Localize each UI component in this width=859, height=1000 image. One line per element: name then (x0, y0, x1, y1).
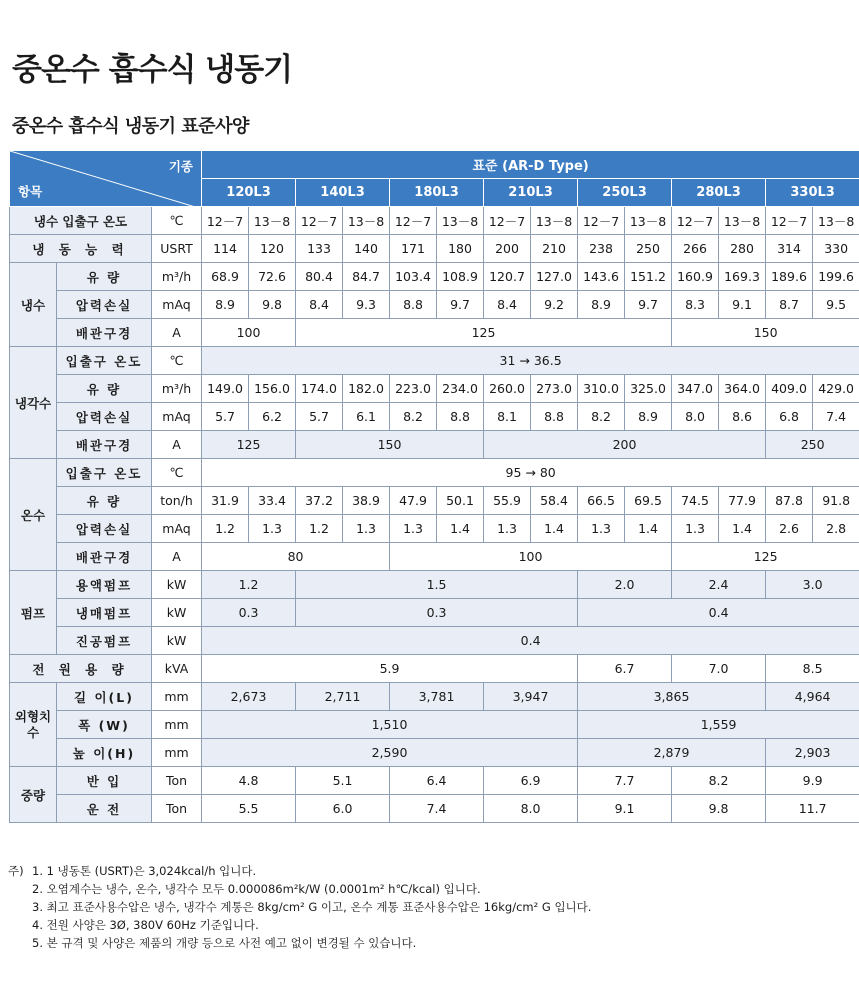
value-cell: 68.9 (202, 263, 249, 291)
value-cell: 6.2 (249, 403, 296, 431)
value-cell: 80 (202, 543, 390, 571)
value-cell: 8.9 (625, 403, 672, 431)
value-cell: 143.6 (578, 263, 625, 291)
value-cell: 140 (343, 235, 390, 263)
value-cell: 1.4 (719, 515, 766, 543)
footnote-prefix: 주) (8, 864, 24, 878)
row-label: 유 량 (57, 487, 152, 515)
unit-cell: mm (152, 739, 202, 767)
value-cell: 13－8 (437, 207, 484, 235)
footnotes (8, 862, 591, 952)
unit-cell: m³/h (152, 263, 202, 291)
value-cell: 2.4 (672, 571, 766, 599)
row-label: 냉 동 능 력 (10, 235, 152, 263)
footnote-text: 3. 최고 표준사용수압은 냉수, 냉각수 계통은 8kg/cm² G 이고, 온수 계통 표준사용수압은 16kg/cm² G 입니다. (32, 900, 592, 914)
unit-cell: A (152, 319, 202, 347)
value-cell: 8.4 (296, 291, 343, 319)
unit-cell: kW (152, 627, 202, 655)
value-cell: 156.0 (249, 375, 296, 403)
value-cell: 13－8 (813, 207, 859, 235)
unit-cell: Ton (152, 767, 202, 795)
value-cell: 8.2 (672, 767, 766, 795)
value-cell: 238 (578, 235, 625, 263)
value-cell: 8.2 (390, 403, 437, 431)
value-cell: 7.4 (390, 795, 484, 823)
value-cell: 12－7 (296, 207, 343, 235)
value-cell: 8.8 (390, 291, 437, 319)
value-cell: 8.4 (484, 291, 531, 319)
row-label: 압력손실 (57, 291, 152, 319)
spec-table (9, 150, 859, 823)
value-cell: 5.7 (202, 403, 249, 431)
value-cell: 13－8 (531, 207, 578, 235)
value-cell: 1.5 (296, 571, 578, 599)
unit-cell: kW (152, 599, 202, 627)
value-cell: 84.7 (343, 263, 390, 291)
value-cell: 4,964 (766, 683, 859, 711)
row-label: 입출구 온도 (57, 459, 152, 487)
value-cell: 1.3 (672, 515, 719, 543)
value-cell: 199.6 (813, 263, 859, 291)
page-subtitle: 중온수 흡수식 냉동기 표준사양 (12, 116, 249, 137)
value-cell: 125 (672, 543, 859, 571)
value-cell: 74.5 (672, 487, 719, 515)
row-label: 냉수 입출구 온도 (10, 207, 152, 235)
value-cell: 0.3 (202, 599, 296, 627)
value-cell: 37.2 (296, 487, 343, 515)
unit-cell: A (152, 543, 202, 571)
value-cell: 8.5 (766, 655, 859, 683)
value-cell: 6.9 (484, 767, 578, 795)
value-cell: 1.2 (202, 515, 249, 543)
value-cell: 58.4 (531, 487, 578, 515)
value-cell: 120 (249, 235, 296, 263)
value-cell: 77.9 (719, 487, 766, 515)
value-cell: 200 (484, 235, 531, 263)
value-cell: 1.2 (296, 515, 343, 543)
footnote-text: 1. 1 냉동톤 (USRT)은 3,024kcal/h 입니다. (32, 864, 257, 878)
value-cell: 38.9 (343, 487, 390, 515)
value-cell: 6.1 (343, 403, 390, 431)
unit-cell: mAq (152, 403, 202, 431)
value-cell: 8.9 (578, 291, 625, 319)
unit-cell: ℃ (152, 347, 202, 375)
row-label: 용액펌프 (57, 571, 152, 599)
value-cell: 9.1 (719, 291, 766, 319)
unit-cell: ℃ (152, 207, 202, 235)
value-cell: 2.8 (813, 515, 859, 543)
value-cell: 31 → 36.5 (202, 347, 859, 375)
value-cell: 12－7 (390, 207, 437, 235)
unit-cell: USRT (152, 235, 202, 263)
table-row (10, 655, 859, 683)
value-cell: 7.4 (813, 403, 859, 431)
value-cell: 150 (296, 431, 484, 459)
row-label: 운 전 (57, 795, 152, 823)
value-cell: 1.3 (390, 515, 437, 543)
value-cell: 6.4 (390, 767, 484, 795)
value-cell: 429.0 (813, 375, 859, 403)
value-cell: 6.8 (766, 403, 813, 431)
row-label: 입출구 온도 (57, 347, 152, 375)
value-cell: 5.7 (296, 403, 343, 431)
model-header: 120L3 (202, 179, 296, 207)
standard-type-header: 표준 (AR-D Type) (202, 151, 859, 179)
value-cell: 100 (202, 319, 296, 347)
table-row (10, 599, 859, 627)
table-row (10, 487, 859, 515)
value-cell: 3,781 (390, 683, 484, 711)
table-row (10, 515, 859, 543)
value-cell: 200 (484, 431, 766, 459)
value-cell: 2,711 (296, 683, 390, 711)
value-cell: 13－8 (249, 207, 296, 235)
value-cell: 47.9 (390, 487, 437, 515)
value-cell: 1,510 (202, 711, 578, 739)
value-cell: 11.7 (766, 795, 859, 823)
value-cell: 151.2 (625, 263, 672, 291)
value-cell: 4.8 (202, 767, 296, 795)
value-cell: 182.0 (343, 375, 390, 403)
value-cell: 0.4 (578, 599, 859, 627)
value-cell: 69.5 (625, 487, 672, 515)
table-row (10, 319, 859, 347)
unit-cell: mAq (152, 515, 202, 543)
value-cell: 2.0 (578, 571, 672, 599)
value-cell: 6.7 (578, 655, 672, 683)
value-cell: 55.9 (484, 487, 531, 515)
unit-cell: Ton (152, 795, 202, 823)
group-label-chilled: 냉수 (10, 263, 57, 347)
value-cell: 125 (202, 431, 296, 459)
group-label-hot: 온수 (10, 459, 57, 571)
value-cell: 1.3 (249, 515, 296, 543)
value-cell: 9.3 (343, 291, 390, 319)
value-cell: 9.5 (813, 291, 859, 319)
table-row (10, 571, 859, 599)
footnote-text: 5. 본 규격 및 사양은 제품의 개량 등으로 사전 예고 없이 변경될 수 있습니다. (32, 936, 417, 950)
value-cell: 171 (390, 235, 437, 263)
value-cell: 7.7 (578, 767, 672, 795)
value-cell: 66.5 (578, 487, 625, 515)
value-cell: 169.3 (719, 263, 766, 291)
value-cell: 210 (531, 235, 578, 263)
value-cell: 72.6 (249, 263, 296, 291)
value-cell: 149.0 (202, 375, 249, 403)
model-header: 250L3 (578, 179, 672, 207)
value-cell: 8.7 (766, 291, 813, 319)
value-cell: 266 (672, 235, 719, 263)
table-row (10, 431, 859, 459)
value-cell: 12－7 (766, 207, 813, 235)
value-cell: 5.1 (296, 767, 390, 795)
value-cell: 12－7 (578, 207, 625, 235)
unit-cell: m³/h (152, 375, 202, 403)
value-cell: 409.0 (766, 375, 813, 403)
row-label: 압력손실 (57, 403, 152, 431)
footnote (8, 898, 591, 916)
value-cell: 9.1 (578, 795, 672, 823)
unit-cell: A (152, 431, 202, 459)
value-cell: 8.6 (719, 403, 766, 431)
value-cell: 12－7 (202, 207, 249, 235)
value-cell: 160.9 (672, 263, 719, 291)
corner-model-label: 기종 (168, 159, 194, 174)
value-cell: 3.0 (766, 571, 859, 599)
value-cell: 1.2 (202, 571, 296, 599)
row-label: 배관구경 (57, 543, 152, 571)
value-cell: 9.8 (249, 291, 296, 319)
row-label: 배관구경 (57, 319, 152, 347)
value-cell: 250 (766, 431, 859, 459)
unit-cell: mm (152, 683, 202, 711)
value-cell: 280 (719, 235, 766, 263)
corner-item-label: 항목 (18, 184, 43, 199)
value-cell: 8.3 (672, 291, 719, 319)
value-cell: 125 (296, 319, 672, 347)
unit-cell: mAq (152, 291, 202, 319)
footnote-text: 4. 전원 사양은 3Ø, 380V 60Hz 기준입니다. (32, 918, 259, 932)
unit-cell: mm (152, 711, 202, 739)
value-cell: 3,947 (484, 683, 578, 711)
group-label-weight: 중량 (10, 767, 57, 823)
model-header: 210L3 (484, 179, 578, 207)
unit-cell: ℃ (152, 459, 202, 487)
value-cell: 133 (296, 235, 343, 263)
value-cell: 8.8 (437, 403, 484, 431)
value-cell: 120.7 (484, 263, 531, 291)
unit-cell: kW (152, 571, 202, 599)
value-cell: 7.0 (672, 655, 766, 683)
value-cell: 6.0 (296, 795, 390, 823)
row-label: 냉매펌프 (57, 599, 152, 627)
row-label: 진공펌프 (57, 627, 152, 655)
value-cell: 91.8 (813, 487, 859, 515)
table-row (10, 543, 859, 571)
value-cell: 5.5 (202, 795, 296, 823)
value-cell: 87.8 (766, 487, 813, 515)
row-label: 유 량 (57, 263, 152, 291)
value-cell: 114 (202, 235, 249, 263)
row-label: 압력손실 (57, 515, 152, 543)
model-header: 180L3 (390, 179, 484, 207)
value-cell: 33.4 (249, 487, 296, 515)
value-cell: 1.4 (437, 515, 484, 543)
value-cell: 2,673 (202, 683, 296, 711)
value-cell: 9.8 (672, 795, 766, 823)
value-cell: 273.0 (531, 375, 578, 403)
table-row (10, 683, 859, 711)
value-cell: 325.0 (625, 375, 672, 403)
group-label-cooling: 냉각수 (10, 347, 57, 459)
value-cell: 80.4 (296, 263, 343, 291)
model-header: 280L3 (672, 179, 766, 207)
footnote (8, 880, 591, 898)
value-cell: 2,590 (202, 739, 578, 767)
value-cell: 13－8 (719, 207, 766, 235)
value-cell: 13－8 (625, 207, 672, 235)
value-cell: 103.4 (390, 263, 437, 291)
value-cell: 1.4 (625, 515, 672, 543)
page-title: 중온수 흡수식 냉동기 (12, 52, 293, 88)
value-cell: 310.0 (578, 375, 625, 403)
value-cell: 127.0 (531, 263, 578, 291)
value-cell: 8.1 (484, 403, 531, 431)
model-header: 140L3 (296, 179, 390, 207)
table-corner-header (10, 151, 202, 207)
row-label: 길 이(L) (57, 683, 152, 711)
footnote (8, 916, 591, 934)
value-cell: 1,559 (578, 711, 859, 739)
footnote-text: 2. 오염계수는 냉수, 온수, 냉각수 모두 0.000086m²k/W (0.0001m² h℃/kcal) 입니다. (32, 882, 481, 896)
table-row (10, 459, 859, 487)
value-cell: 8.2 (578, 403, 625, 431)
value-cell: 2,903 (766, 739, 859, 767)
value-cell: 260.0 (484, 375, 531, 403)
value-cell: 1.3 (343, 515, 390, 543)
value-cell: 1.4 (531, 515, 578, 543)
model-header: 330L3 (766, 179, 859, 207)
table-row (10, 375, 859, 403)
value-cell: 174.0 (296, 375, 343, 403)
value-cell: 12－7 (672, 207, 719, 235)
unit-cell: kVA (152, 655, 202, 683)
value-cell: 5.9 (202, 655, 578, 683)
value-cell: 1.3 (484, 515, 531, 543)
value-cell: 314 (766, 235, 813, 263)
group-label-pump: 펌프 (10, 571, 57, 655)
value-cell: 0.3 (296, 599, 578, 627)
value-cell: 8.9 (202, 291, 249, 319)
value-cell: 3,865 (578, 683, 766, 711)
row-label: 전 원 용 량 (10, 655, 152, 683)
value-cell: 250 (625, 235, 672, 263)
value-cell: 9.2 (531, 291, 578, 319)
footnote (8, 862, 591, 880)
row-label: 반 입 (57, 767, 152, 795)
value-cell: 9.7 (625, 291, 672, 319)
value-cell: 95 → 80 (202, 459, 859, 487)
value-cell: 8.0 (484, 795, 578, 823)
table-row (10, 347, 859, 375)
value-cell: 364.0 (719, 375, 766, 403)
group-label-dimension: 외형치수 (10, 683, 57, 767)
row-label: 높 이(H) (57, 739, 152, 767)
value-cell: 108.9 (437, 263, 484, 291)
value-cell: 9.7 (437, 291, 484, 319)
value-cell: 189.6 (766, 263, 813, 291)
row-label: 유 량 (57, 375, 152, 403)
table-row (10, 795, 859, 823)
value-cell: 8.8 (531, 403, 578, 431)
value-cell: 100 (390, 543, 672, 571)
table-row (10, 291, 859, 319)
value-cell: 31.9 (202, 487, 249, 515)
value-cell: 50.1 (437, 487, 484, 515)
table-row (10, 235, 859, 263)
row-label: 폭 (W) (57, 711, 152, 739)
table-row (10, 403, 859, 431)
value-cell: 150 (672, 319, 859, 347)
value-cell: 2.6 (766, 515, 813, 543)
value-cell: 9.9 (766, 767, 859, 795)
table-row (10, 739, 859, 767)
value-cell: 223.0 (390, 375, 437, 403)
value-cell: 1.3 (578, 515, 625, 543)
value-cell: 234.0 (437, 375, 484, 403)
value-cell: 2,879 (578, 739, 766, 767)
value-cell: 8.0 (672, 403, 719, 431)
value-cell: 13－8 (343, 207, 390, 235)
value-cell: 12－7 (484, 207, 531, 235)
unit-cell: ton/h (152, 487, 202, 515)
footnote (8, 934, 591, 952)
table-row (10, 767, 859, 795)
table-row (10, 207, 859, 235)
value-cell: 0.4 (202, 627, 859, 655)
table-row (10, 627, 859, 655)
row-label: 배관구경 (57, 431, 152, 459)
value-cell: 180 (437, 235, 484, 263)
value-cell: 330 (813, 235, 859, 263)
value-cell: 347.0 (672, 375, 719, 403)
table-row (10, 263, 859, 291)
table-row (10, 711, 859, 739)
